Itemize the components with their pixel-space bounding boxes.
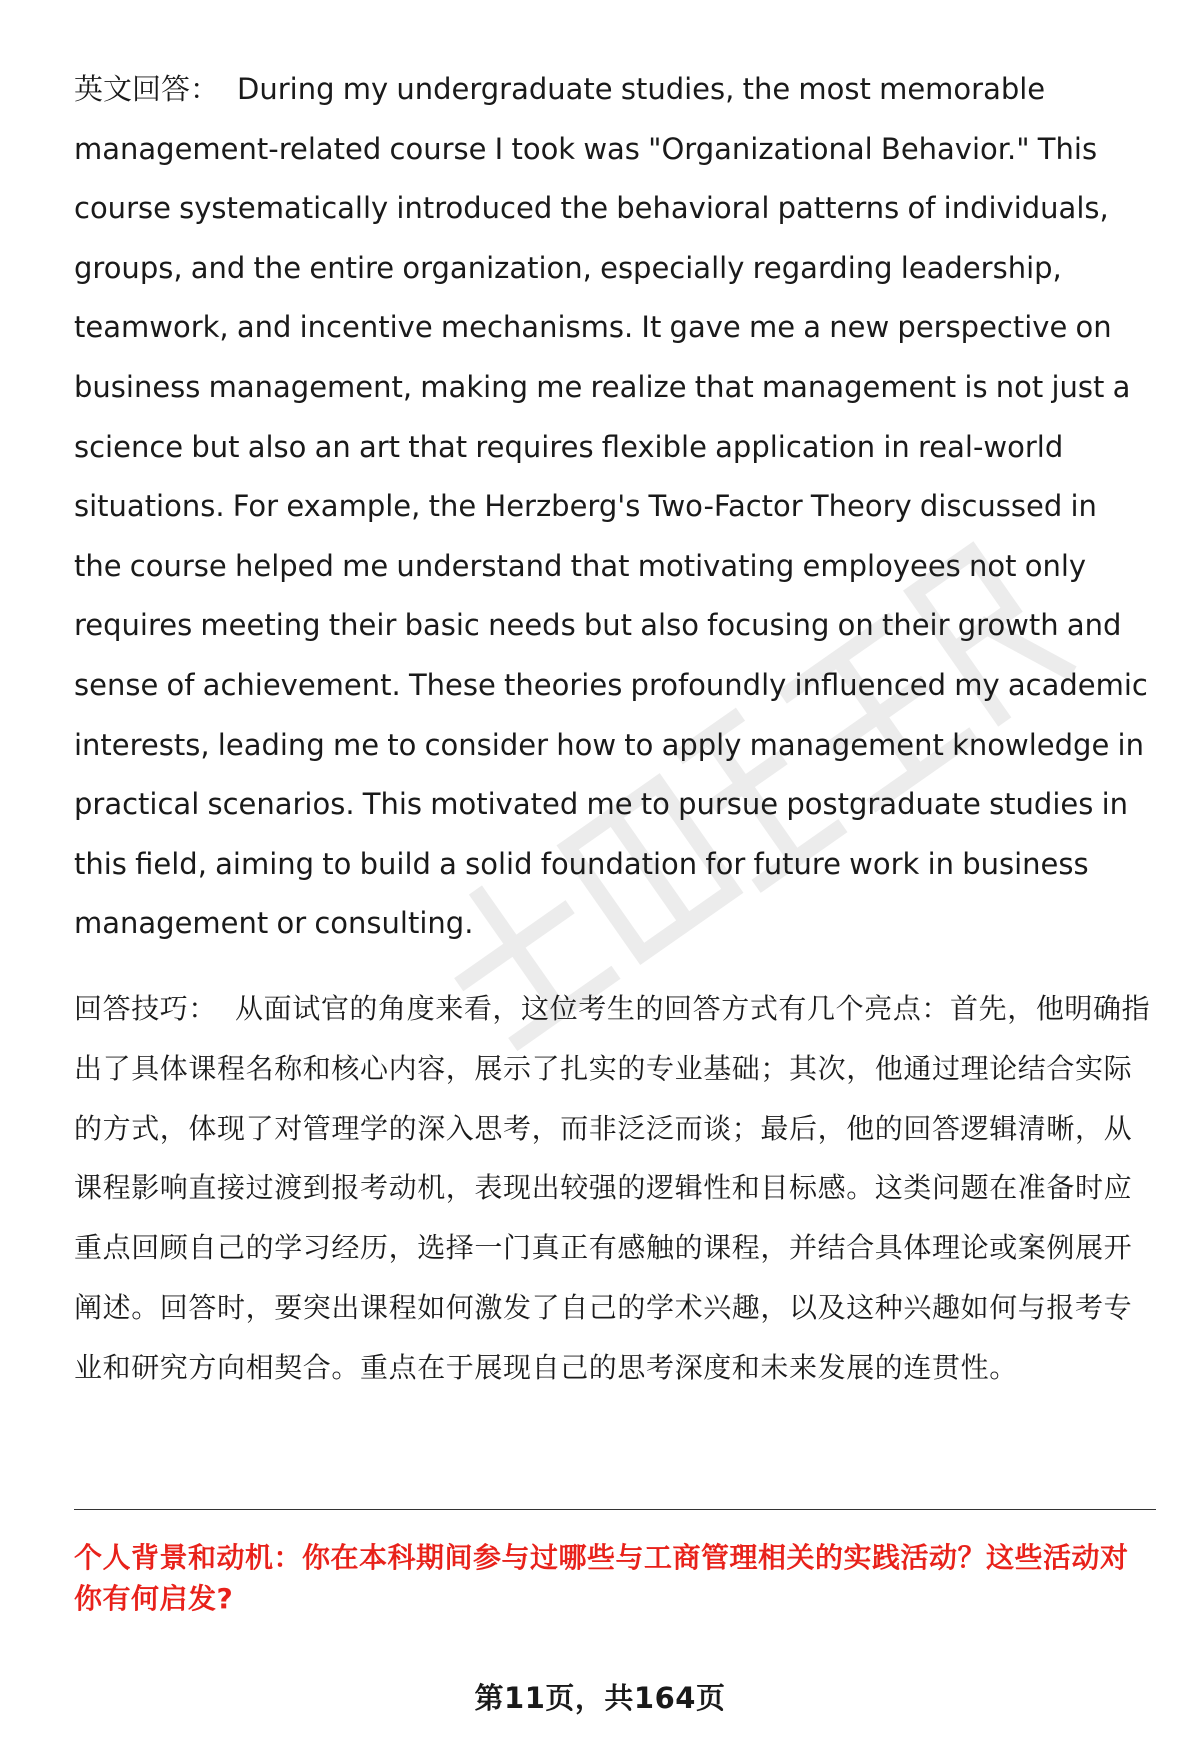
section-divider — [74, 1509, 1156, 1510]
english-answer-label: 英文回答： — [74, 72, 220, 106]
content-area — [74, 60, 1152, 1397]
next-question-heading: 个人背景和动机：你在本科期间参与过哪些与工商管理相关的实践活动？这些活动对你有何启发? — [74, 1541, 1129, 1615]
answer-tips-paragraph — [74, 979, 1152, 1398]
answer-tips-label: 回答技巧： — [74, 991, 218, 1025]
english-answer-text: During my undergraduate studies, the most memorable management-related course I took was "Organizational Behavior." This course systematically introduced the behavioral patterns of individuals, groups, and the entire organization, especially regarding leadership, teamwork, and incentive mechanisms. It gave me a new perspective on business management, making me realize that management is not just a science but also an art that requires flexible application in real-world situations. For example, the Herzberg's Two-Factor Theory discussed in the course helped me understand that motivating employees not only requires meeting their basic needs but also focusing on their growth and sense of achievement. These theories profoundly influenced my academic interests, leading me to consider how to apply management knowledge in practical scenarios. This motivated me to pursue postgraduate studies in this field, aiming to build a solid foundation for future work in business management or consulting. — [74, 72, 1148, 941]
page-number-footer: 第11页，共164页 — [474, 1681, 726, 1715]
answer-tips-text: 从面试官的角度来看，这位考生的回答方式有几个亮点：首先，他明确指出了具体课程名称和核心内容，展示了扎实的专业基础；其次，他通过理论结合实际的方式，体现了对管理学的深入思考，而非泛泛而谈；最后，他的回答逻辑清晰，从课程影响直接过渡到报考动机，表现出较强的逻辑性和目标感。这类问题在准备时应重点回顾自己的学习经历，选择一门真正有感触的课程，并结合具体理论或案例展开阐述。回答时，要突出课程如何激发了自己的学术兴趣，以及这种兴趣如何与报考专业和研究方向相契合。重点在于展现自己的思考深度和未来发展的连贯性。 — [74, 991, 1151, 1384]
english-answer-paragraph — [74, 60, 1152, 954]
